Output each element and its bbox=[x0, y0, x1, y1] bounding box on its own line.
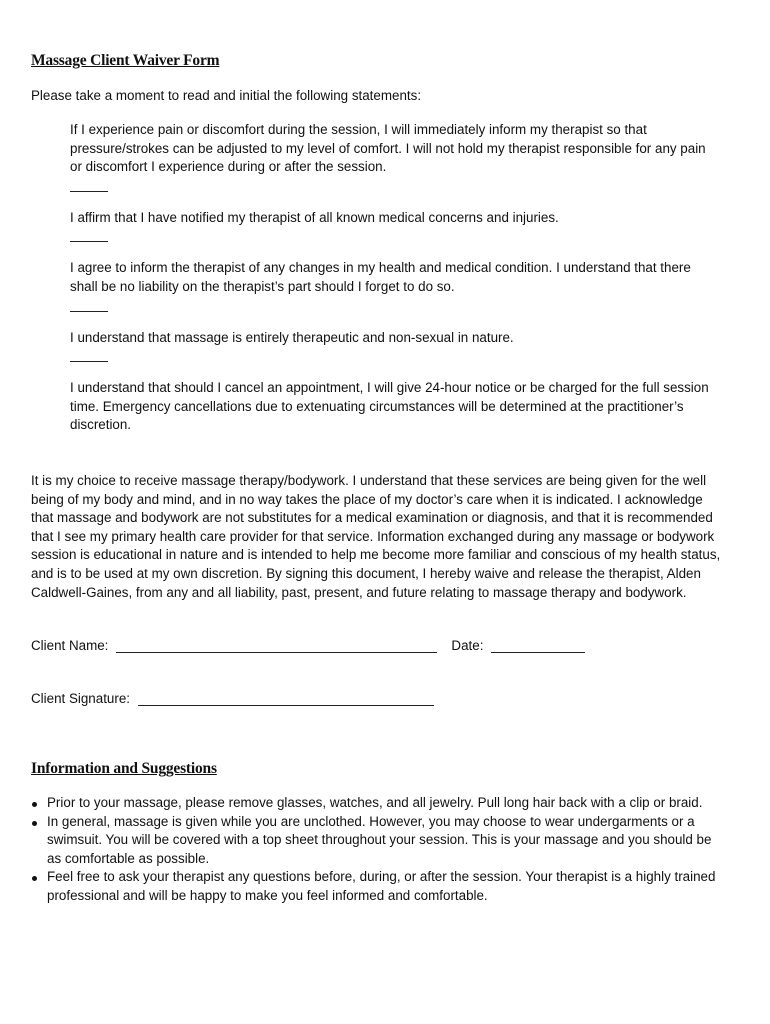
consent-paragraph: It is my choice to receive massage therapy/bodywork. I understand that these services are being given for the well being of my body and mind, and in no way takes the place of my doctor’s care when it is indicated. I acknowledge that massage and bodywork are not substitutes for a medical examination or diagnosis, and that it is recommended that I see my primary health care provider for that service. Information exchanged during any massage or bodywork session is educational in nature and is intended to help me become more familiar and conscious of my health status, and is to be used at my own discretion. By signing this document, I hereby waive and release the therapist, Alden Caldwell-Gaines, from any and all liability, past, present, and future relating to massage therapy and bodywork. bbox=[31, 473, 721, 600]
initial-line[interactable] bbox=[70, 191, 108, 192]
list-item bbox=[31, 868, 721, 905]
statement-list bbox=[70, 121, 710, 435]
info-title: Information and Suggestions bbox=[31, 760, 217, 777]
client-name-row bbox=[31, 637, 585, 656]
statement-item bbox=[70, 259, 710, 311]
statement-item bbox=[70, 209, 710, 243]
statement-text: I understand that should I cancel an appointment, I will give 24-hour notice or be charged for the full session time. Emergency cancellations due to extenuating circumstances will be determined at the practitioner’s discretion. bbox=[70, 380, 709, 433]
statement-text: If I experience pain or discomfort during the session, I will immediately inform my therapist so that pressure/strokes can be adjusted to my level of comfort. I will not hold my therapist responsible for any pain or discomfort I experience during or after the session. bbox=[70, 122, 706, 175]
date-field[interactable] bbox=[491, 652, 585, 653]
list-item bbox=[31, 794, 721, 813]
statement-text: I agree to inform the therapist of any changes in my health and medical condition. I understand that there shall be no liability on the therapist’s part should I forget to do so. bbox=[70, 260, 691, 294]
client-signature-label: Client Signature: bbox=[31, 691, 130, 706]
statement-item bbox=[70, 121, 710, 192]
client-name-field[interactable] bbox=[116, 652, 437, 653]
bullet-text: In general, massage is given while you are unclothed. However, you may choose to wear undergarments or a swimsuit. You will be covered with a top sheet throughout your session. This is your massage and you should be as comfortable as possible. bbox=[47, 813, 712, 866]
client-signature-row bbox=[31, 690, 434, 709]
form-intro: Please take a moment to read and initial the following statements: bbox=[31, 88, 422, 103]
statement-item bbox=[70, 379, 710, 435]
list-item bbox=[31, 813, 721, 869]
statement-text: I affirm that I have notified my therapist of all known medical concerns and injuries. bbox=[70, 209, 559, 225]
client-signature-field[interactable] bbox=[138, 705, 434, 706]
bullet-icon bbox=[32, 802, 37, 807]
initial-line[interactable] bbox=[70, 241, 108, 242]
form-title: Massage Client Waiver Form bbox=[31, 52, 220, 69]
statement-text: I understand that massage is entirely therapeutic and non-sexual in nature. bbox=[70, 329, 514, 345]
initial-line[interactable] bbox=[70, 361, 108, 362]
statement-item bbox=[70, 329, 710, 363]
client-name-label: Client Name: bbox=[31, 638, 109, 653]
bullet-text: Prior to your massage, please remove glasses, watches, and all jewelry. Pull long hair back with a clip or braid. bbox=[47, 795, 703, 810]
info-bullet-list bbox=[31, 794, 721, 906]
bullet-icon bbox=[32, 876, 37, 881]
date-label: Date: bbox=[451, 638, 484, 653]
initial-line[interactable] bbox=[70, 311, 108, 312]
bullet-text: Feel free to ask your therapist any questions before, during, or after the session. Your therapist is a highly trained professional and will be happy to make you feel informed and comfortable. bbox=[47, 869, 716, 903]
bullet-icon bbox=[32, 821, 37, 826]
